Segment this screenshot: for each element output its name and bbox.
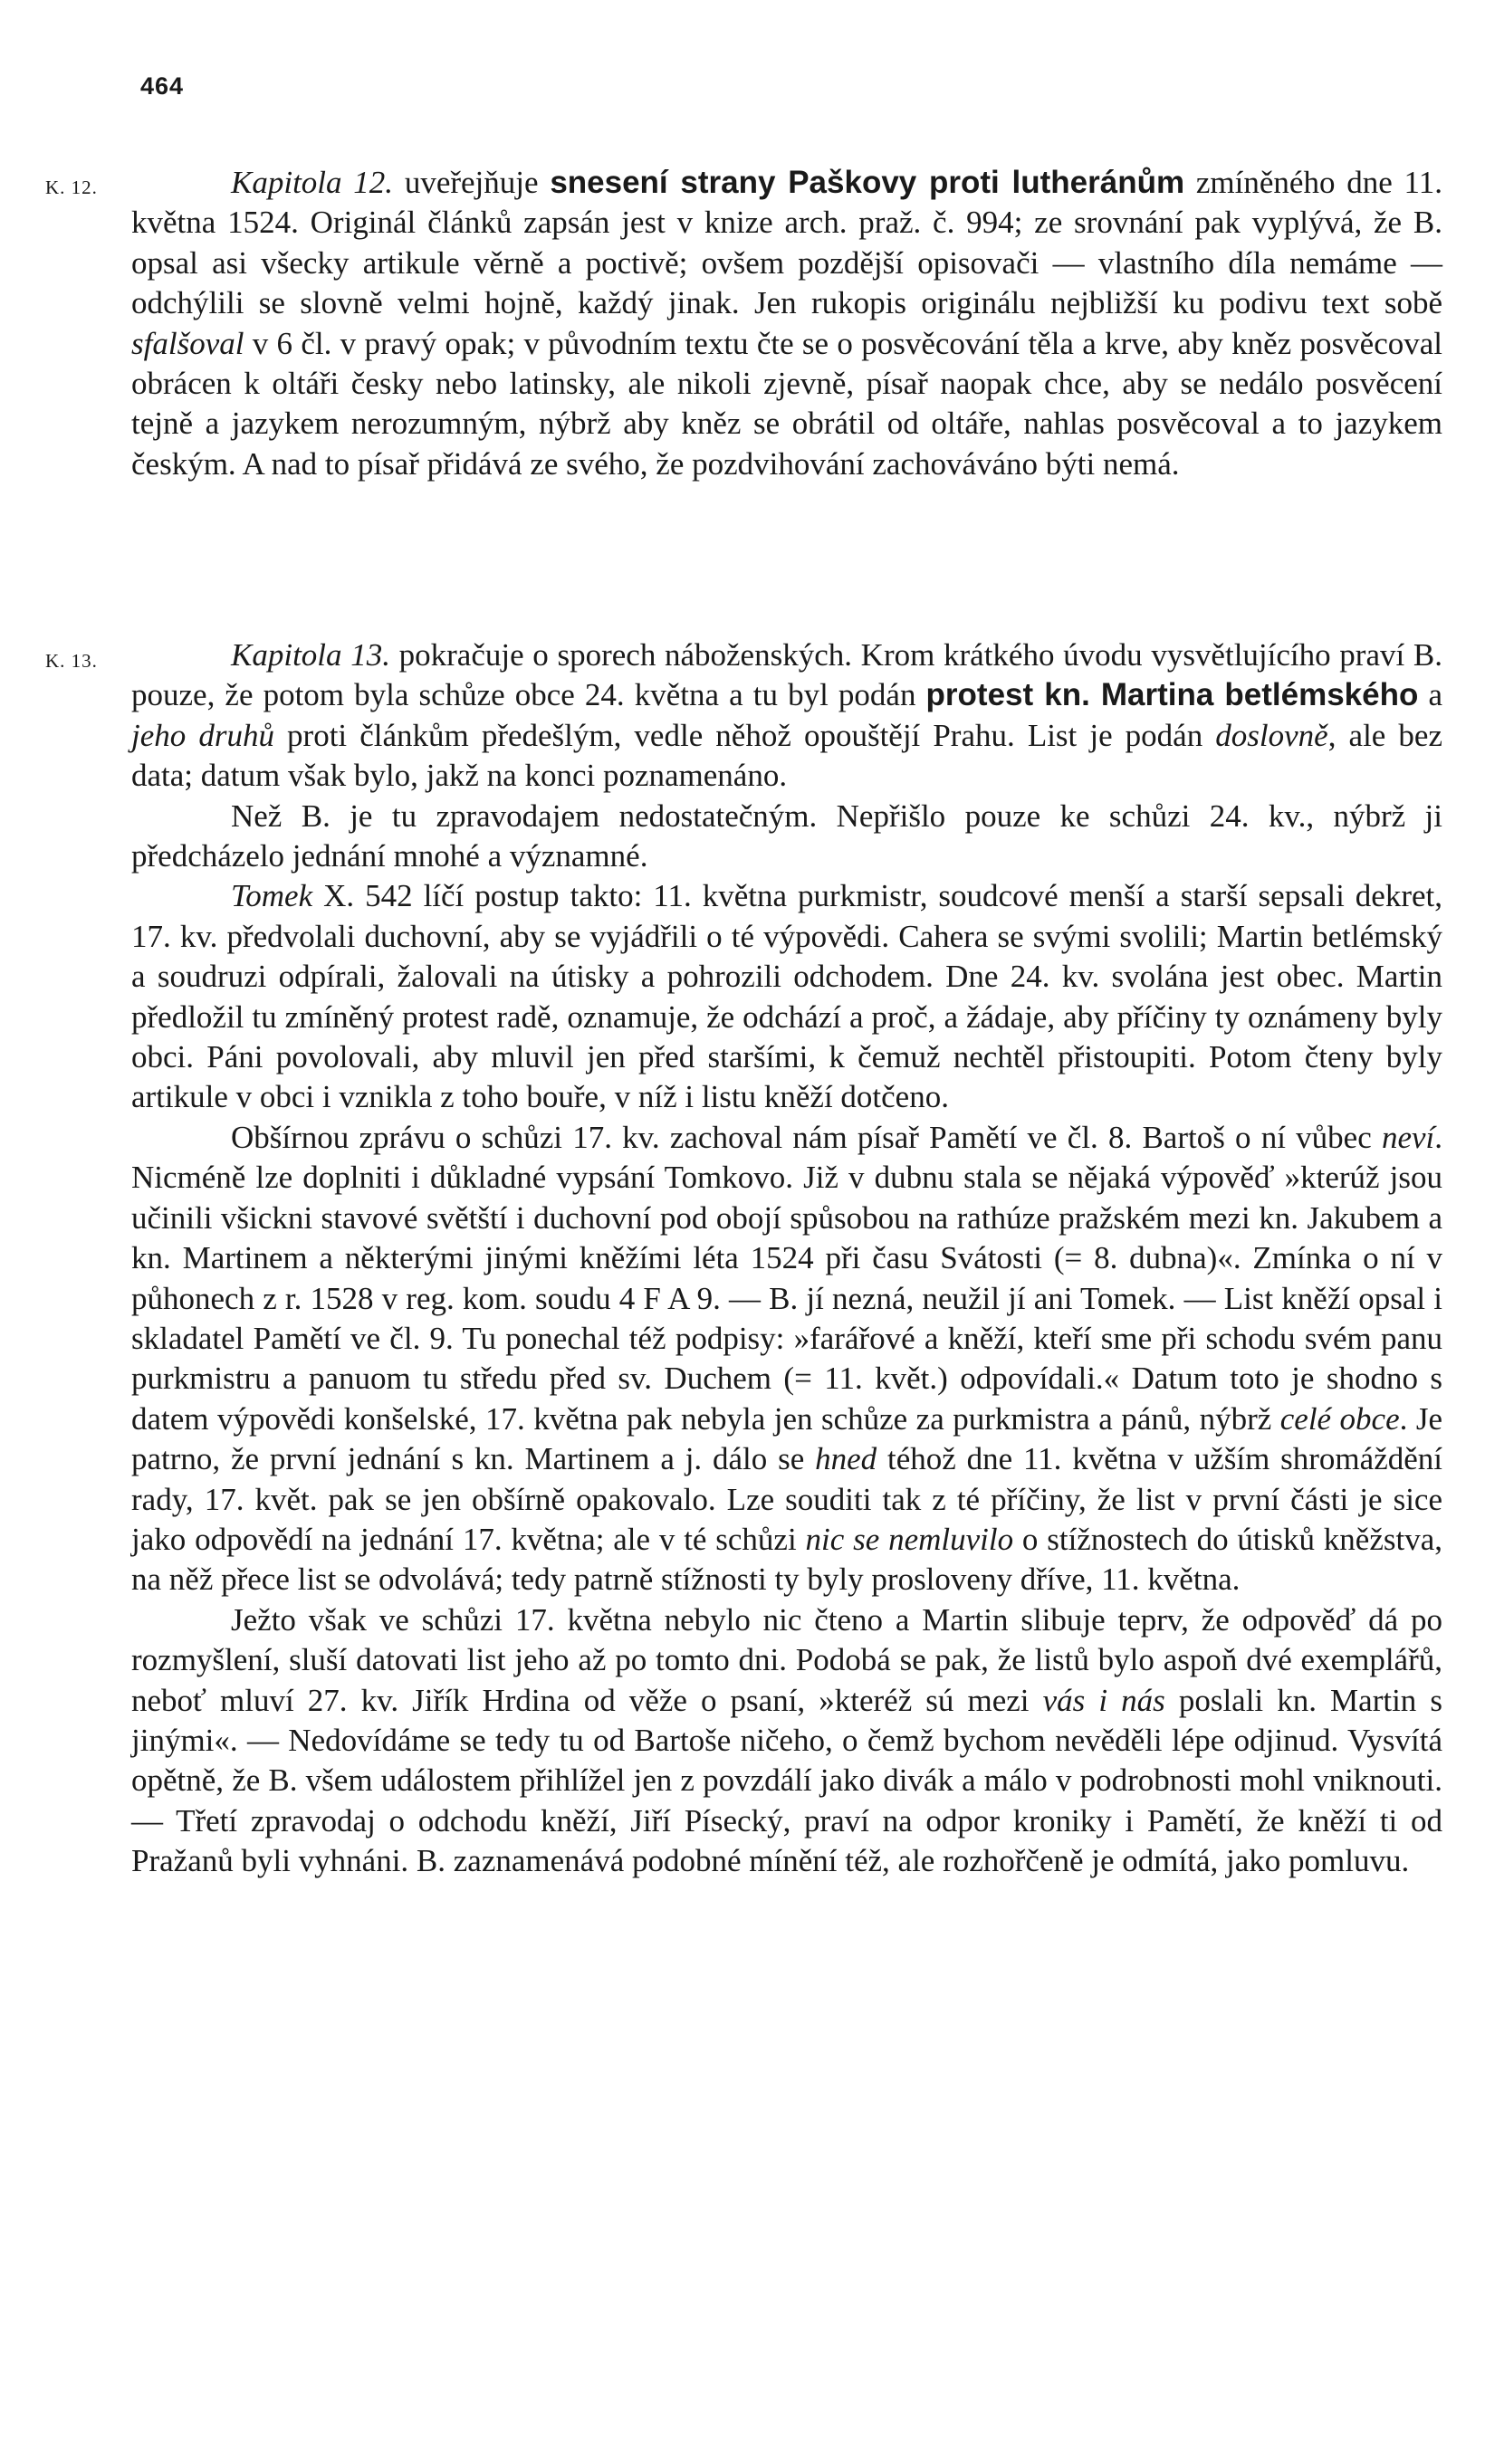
author-reference: Tomek (231, 878, 313, 914)
chapter-reference: Kapitola 13. (231, 637, 390, 673)
paragraph: Tomek X. 542 líčí postup takto: 11. května purkmistr, soudcové menší a starší sepsali dekret, 17. kv. předvolali duchovní, aby se vyjádřili o té výpovědi. Cahera se svými svolili; Martin betlémský a soudruzi odpírali, žalovali na útisky a pohrozili odchodem. Dne 24. kv. svolána jest obec. Martin předložil tu zmíněný protest radě, oznamuje, že odchází a proč, a žádaje, aby příčiny ty oznámeny byly obci. Páni povolovali, aby mluvil jen před staršími, k čemuž nechtěl přistoupiti. Potom čteny byly artikule v obci i vznikla z toho bouře, v níž i listu kněží dotčeno. (131, 878, 1442, 1115)
emphasis-italic: nic se nemluvilo (805, 1521, 1014, 1557)
paragraph: Kapitola 13. pokračuje o sporech náboženských. Krom krátkého úvodu vysvětlujícího praví B. pouze, že potom byla schůze obce 24. května a tu byl podán protest kn. Martina betlémského a jeho druhů proti článkům předešlým, vedle něhož opouštějí Prahu. List je podán doslovně, ale bez data; datum však bylo, jakž na konci poznamenáno. (131, 637, 1443, 794)
margin-label-k12: K. 12. (45, 177, 98, 198)
page-number: 464 (140, 72, 185, 100)
emphasis-italic: hned (815, 1441, 877, 1477)
paragraph: Ježto však ve schůzi 17. května nebylo nic čteno a Martin slibuje teprv, že odpověď dá po rozmyšlení, sluší datovati list jeho až po tomto dni. Podobá se pak, že listů bylo aspoň dvé exemplářů, neboť mluví 27. kv. Jiřík Hrdina od věže o psaní, »kteréž sú mezi vás i nás poslali kn. Martin s jinými«. — Nedovídáme se tedy tu od Bartoše ničeho, o čemž bychom nevěděli lépe odjinud. Vysvítá opětně, že B. všem událostem přihlížel jen z povzdálí jako divák a málo v podrobnosti mohl vniknouti. — Třetí zpravodaj o odchodu kněží, Jiří Písecký, praví na odpor kroniky i Pamětí, že kněží ti od Pražanů byli vyhnáni. B. zaznamenává podobné mínění též, ale rozhořčeně je odmítá, jako pomluvu. (131, 1601, 1442, 1879)
emphasis-italic: doslovně (1215, 717, 1328, 753)
emphasis-italic: jeho druhů (131, 717, 274, 753)
paragraph: Než B. je tu zpravodajem nedostatečným. Nepřišlo pouze ke schůzi 24. kv., nýbrž ji předcházelo jednání mnohé a významné. (131, 797, 1442, 874)
emphasis-bold: snesení strany Paškovy proti lutheránům (550, 165, 1185, 200)
emphasis-italic: neví (1381, 1119, 1435, 1155)
emphasis-italic: celé obce (1279, 1400, 1400, 1437)
emphasis-italic: vás i nás (1042, 1682, 1165, 1718)
margin-label-k13: K. 13. (45, 650, 98, 672)
emphasis-bold: protest kn. Martina betlémského (925, 677, 1419, 713)
emphasis-italic: sfalšoval (131, 325, 244, 361)
section-kapitola-12 (131, 163, 1442, 484)
paragraph: Kapitola 12. uveřejňuje snesení strany Paškovy proti lutheránům zmíněného dne 11. května 1524. Originál článků zapsán jest v knize arch. praž. č. 994; ze srovnání pak vyplývá, že B. opsal asi všecky artikule věrně a poctivě; ovšem pozdější opisovači — vlastního díla nemáme — odchýlili se slovně velmi hojně, každý jinak. Jen rukopis originálu nejbližší ku podivu text sobě sfalšoval v 6 čl. v pravý opak; v původním textu čte se o posvěcování těla a krve, aby kněz posvěcoval obrácen k oltáři česky nebo latinsky, ale nikoli zjevně, písař naopak chce, aby se nedálo posvěcení tejně a jazykem nerozumným, nýbrž aby kněz se obrátil od oltáře, nahlas posvěcoval a to jazykem českým. A nad to písař přidává ze svého, že pozdvihování zachováváno býti nemá. (131, 165, 1442, 482)
paragraph: Obšírnou zprávu o schůzi 17. kv. zachoval nám písař Pamětí ve čl. 8. Bartoš o ní vůbec neví. Nicméně lze doplniti i důkladné vypsání Tomkovo. Již v dubnu stala se nějaká výpověď »kterúž jsou učinili všickni stavové světští i duchovní pod obojí spůsobou na rathúze pražském mezi kn. Jakubem a kn. Martinem a některými jinými kněžími léta 1524 při času Svátosti (= 8. dubna)«. Zmínka o ní v půhonech z r. 1528 v reg. kom. soudu 4 F A 9. — B. jí nezná, neužil jí ani Tomek. — List kněží opsal i skladatel Pamětí ve čl. 9. Tu ponechal též podpisy: »farářové a kněží, kteří sme při schodu svém panu purkmistru a panuom tu středu před sv. Duchem (= 11. květ.) odpovídali.« Datum toto je shodno s datem výpovědi konšelské, 17. května pak nebyla jen schůze za purkmistra a pánů, nýbrž celé obce. Je patrno, že první jednání s kn. Martinem a j. dálo se hned téhož dne 11. května v užším shromáždění rady, 17. květ. pak se jen obšírně opakovalo. Lze souditi tak z té příčiny, že list v první části je sice jako odpovědí na jednání 17. května; ale v té schůzi nic se nemluvilo o stížnostech do útisků kněžstva, na něž přece list se odvolává; tedy patrně stížnosti ty byly prosloveny dříve, 11. května. (131, 1119, 1443, 1598)
section-kapitola-13 (131, 635, 1442, 1882)
chapter-reference: Kapitola 12. (231, 165, 394, 200)
